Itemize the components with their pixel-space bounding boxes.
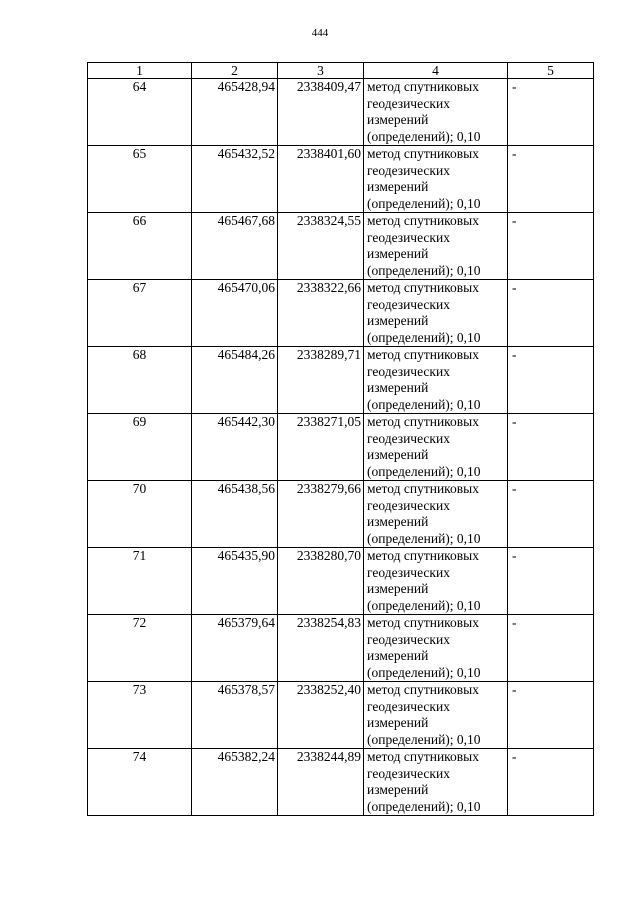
x-coordinate-cell — [192, 481, 278, 548]
note-cell-text: - — [512, 481, 517, 496]
y-coordinate-cell — [278, 481, 364, 548]
x-coordinate-cell — [192, 213, 278, 280]
x-coordinate-cell — [192, 347, 278, 414]
note-cell-text: - — [512, 146, 517, 161]
method-cell-text: метод спутниковых геодезических измерений (определений); 0,10 — [367, 749, 481, 814]
method-cell — [364, 548, 508, 615]
method-cell-text: метод спутниковых геодезических измерений (определений); 0,10 — [367, 146, 481, 211]
x-coordinate-cell — [192, 548, 278, 615]
note-cell — [508, 280, 594, 347]
point-number-cell — [88, 347, 192, 414]
point-number-cell-text: 74 — [132, 749, 147, 764]
point-number-cell — [88, 682, 192, 749]
x-coordinate-cell — [192, 615, 278, 682]
point-number-cell-text: 73 — [132, 682, 147, 697]
note-cell — [508, 414, 594, 481]
header-cell-5: 5 — [508, 63, 594, 79]
note-cell — [508, 682, 594, 749]
table-row — [88, 347, 594, 414]
method-cell-text: метод спутниковых геодезических измерений (определений); 0,10 — [367, 79, 481, 144]
point-number-cell — [88, 414, 192, 481]
method-cell-text: метод спутниковых геодезических измерений (определений); 0,10 — [367, 481, 481, 546]
x-coordinate-cell — [192, 79, 278, 146]
note-cell — [508, 347, 594, 414]
point-number-cell-text: 65 — [132, 146, 147, 161]
method-cell-text: метод спутниковых геодезических измерений (определений); 0,10 — [367, 347, 481, 412]
note-cell — [508, 749, 594, 816]
point-number-cell — [88, 615, 192, 682]
method-cell-text: метод спутниковых геодезических измерений (определений); 0,10 — [367, 682, 481, 747]
note-cell-text: - — [512, 414, 517, 429]
method-cell-text: метод спутниковых геодезических измерений (определений); 0,10 — [367, 414, 481, 479]
header-cell-3: 3 — [278, 63, 364, 79]
y-coordinate-cell — [278, 213, 364, 280]
header-cell-1: 1 — [88, 63, 192, 79]
method-cell-text: метод спутниковых геодезических измерений (определений); 0,10 — [367, 280, 481, 345]
note-cell-text: - — [512, 615, 517, 630]
x-coordinate-cell-text: 465432,52 — [217, 146, 275, 161]
point-number-cell — [88, 79, 192, 146]
method-cell — [364, 682, 508, 749]
x-coordinate-cell-text: 465470,06 — [217, 280, 275, 295]
method-cell — [364, 146, 508, 213]
method-cell — [364, 280, 508, 347]
point-number-cell — [88, 213, 192, 280]
y-coordinate-cell — [278, 749, 364, 816]
point-number-cell-text: 66 — [132, 213, 147, 228]
note-cell-text: - — [512, 548, 517, 563]
y-coordinate-cell-text: 2338252,40 — [296, 682, 361, 697]
x-coordinate-cell-text: 465382,24 — [217, 749, 275, 764]
y-coordinate-cell — [278, 615, 364, 682]
point-number-cell-text: 67 — [132, 280, 147, 295]
note-cell-text: - — [512, 213, 517, 228]
x-coordinate-cell-text: 465428,94 — [217, 79, 275, 94]
table-row — [88, 615, 594, 682]
table-row — [88, 146, 594, 213]
page-number: 444 — [311, 27, 329, 39]
x-coordinate-cell-text: 465484,26 — [217, 347, 275, 362]
y-coordinate-cell-text: 2338401,60 — [296, 146, 361, 161]
table-row — [88, 548, 594, 615]
point-number-cell-text: 64 — [132, 79, 147, 94]
x-coordinate-cell-text: 465438,56 — [217, 481, 275, 496]
table-row — [88, 79, 594, 146]
point-number-cell-text: 72 — [132, 615, 147, 630]
note-cell-text: - — [512, 749, 517, 764]
point-number-cell — [88, 280, 192, 347]
note-cell-text: - — [512, 79, 517, 94]
header-cell-4: 4 — [364, 63, 508, 79]
table-row — [88, 414, 594, 481]
point-number-cell-text: 71 — [132, 548, 147, 563]
y-coordinate-cell-text: 2338279,66 — [296, 481, 361, 496]
note-cell — [508, 213, 594, 280]
table-row — [88, 213, 594, 280]
point-number-cell-text: 70 — [132, 481, 147, 496]
method-cell — [364, 481, 508, 548]
method-cell — [364, 749, 508, 816]
x-coordinate-cell-text: 465442,30 — [217, 414, 275, 429]
method-cell — [364, 79, 508, 146]
note-cell — [508, 481, 594, 548]
y-coordinate-cell — [278, 548, 364, 615]
y-coordinate-cell — [278, 682, 364, 749]
x-coordinate-cell — [192, 749, 278, 816]
note-cell — [508, 79, 594, 146]
note-cell-text: - — [512, 280, 517, 295]
point-number-cell — [88, 548, 192, 615]
table-row — [88, 280, 594, 347]
note-cell — [508, 548, 594, 615]
note-cell-text: - — [512, 682, 517, 697]
point-number-cell — [88, 749, 192, 816]
header-cell-2: 2 — [192, 63, 278, 79]
method-cell-text: метод спутниковых геодезических измерений (определений); 0,10 — [367, 548, 481, 613]
note-cell — [508, 146, 594, 213]
point-number-cell-text: 69 — [132, 414, 147, 429]
table-row — [88, 749, 594, 816]
y-coordinate-cell-text: 2338289,71 — [296, 347, 361, 362]
x-coordinate-cell-text: 465378,57 — [217, 682, 275, 697]
method-cell — [364, 213, 508, 280]
method-cell-text: метод спутниковых геодезических измерений (определений); 0,10 — [367, 213, 481, 278]
y-coordinate-cell-text: 2338254,83 — [296, 615, 361, 630]
x-coordinate-cell-text: 465379,64 — [217, 615, 275, 630]
point-number-cell-text: 68 — [132, 347, 147, 362]
note-cell-text: - — [512, 347, 517, 362]
y-coordinate-cell-text: 2338271,05 — [296, 414, 361, 429]
y-coordinate-cell — [278, 414, 364, 481]
method-cell — [364, 615, 508, 682]
x-coordinate-cell-text: 465435,90 — [217, 548, 275, 563]
x-coordinate-cell — [192, 146, 278, 213]
x-coordinate-cell-text: 465467,68 — [217, 213, 275, 228]
method-cell — [364, 347, 508, 414]
y-coordinate-cell-text: 2338322,66 — [296, 280, 361, 295]
note-cell — [508, 615, 594, 682]
y-coordinate-cell — [278, 79, 364, 146]
y-coordinate-cell-text: 2338324,55 — [296, 213, 361, 228]
y-coordinate-cell — [278, 347, 364, 414]
y-coordinate-cell-text: 2338409,47 — [296, 79, 361, 94]
x-coordinate-cell — [192, 414, 278, 481]
method-cell — [364, 414, 508, 481]
point-number-cell — [88, 146, 192, 213]
table-row — [88, 481, 594, 548]
coordinates-table — [87, 62, 594, 816]
header-row — [88, 63, 594, 79]
y-coordinate-cell — [278, 280, 364, 347]
x-coordinate-cell — [192, 280, 278, 347]
y-coordinate-cell — [278, 146, 364, 213]
y-coordinate-cell-text: 2338280,70 — [296, 548, 361, 563]
y-coordinate-cell-text: 2338244,89 — [296, 749, 361, 764]
method-cell-text: метод спутниковых геодезических измерений (определений); 0,10 — [367, 615, 481, 680]
point-number-cell — [88, 481, 192, 548]
x-coordinate-cell — [192, 682, 278, 749]
table-row — [88, 682, 594, 749]
